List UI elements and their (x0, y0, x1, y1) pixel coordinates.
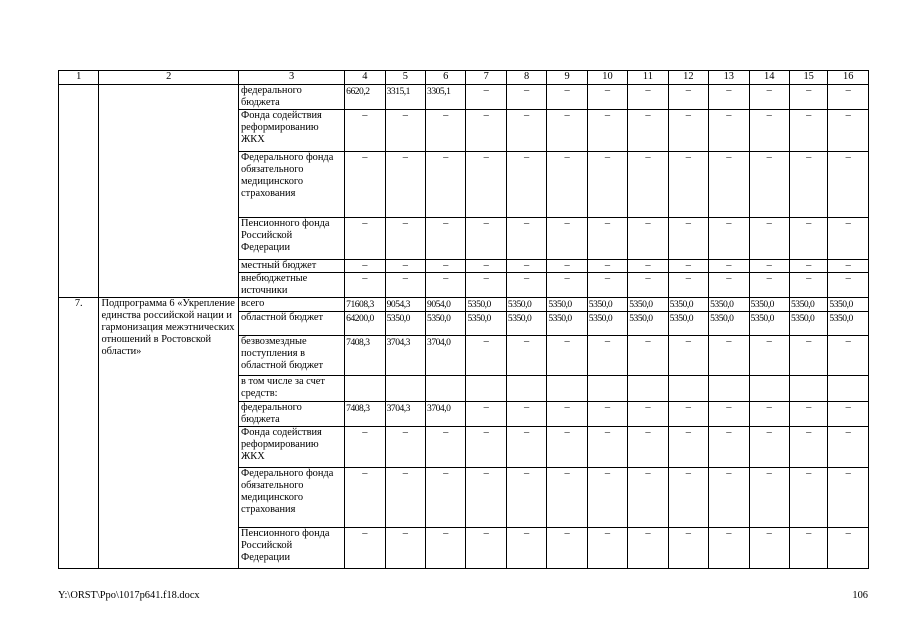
value-cell: 5350,0 (547, 298, 587, 312)
value-cell: – (547, 218, 587, 260)
funding-source-cell: в том числе за счет средств: (238, 376, 344, 402)
value-cell: – (587, 273, 627, 298)
value-cell: – (828, 528, 869, 569)
value-cell: – (709, 85, 749, 110)
table-row (59, 85, 869, 110)
value-cell: – (506, 85, 546, 110)
value-cell: – (345, 528, 385, 569)
value-cell: – (709, 402, 749, 427)
table-row (59, 298, 869, 312)
value-cell: – (547, 152, 587, 218)
funding-source-cell: федерального бюджета (238, 85, 344, 110)
value-cell: 5350,0 (385, 312, 425, 336)
value-cell: – (789, 402, 827, 427)
column-header: 14 (749, 71, 789, 85)
funding-source-cell: всего (238, 298, 344, 312)
value-cell: – (628, 218, 668, 260)
column-header: 6 (426, 71, 466, 85)
value-cell: – (385, 218, 425, 260)
value-cell: 3704,3 (385, 336, 425, 376)
value-cell: – (828, 273, 869, 298)
value-cell: – (466, 218, 506, 260)
value-cell: 5350,0 (828, 298, 869, 312)
value-cell: – (587, 402, 627, 427)
value-cell: – (506, 273, 546, 298)
value-cell: – (668, 260, 708, 273)
value-cell: – (828, 110, 869, 152)
funding-source-cell: областной бюджет (238, 312, 344, 336)
value-cell: – (789, 218, 827, 260)
value-cell: 71608,3 (345, 298, 385, 312)
funding-source-cell: Фонда содействия реформированию ЖКХ (238, 110, 344, 152)
value-cell (628, 376, 668, 402)
funding-source-cell: внебюджетные источники (238, 273, 344, 298)
value-cell: – (345, 152, 385, 218)
value-cell: – (668, 427, 708, 468)
value-cell: 5350,0 (828, 312, 869, 336)
value-cell: – (466, 336, 506, 376)
value-cell: – (628, 427, 668, 468)
column-header: 12 (668, 71, 708, 85)
value-cell (709, 376, 749, 402)
page-number: 106 (852, 590, 868, 601)
value-cell: 9054,0 (426, 298, 466, 312)
column-header: 3 (238, 71, 344, 85)
value-cell: 5350,0 (506, 312, 546, 336)
value-cell: – (749, 152, 789, 218)
value-cell: – (828, 260, 869, 273)
value-cell (828, 376, 869, 402)
value-cell: – (426, 427, 466, 468)
value-cell: – (749, 260, 789, 273)
value-cell: – (385, 273, 425, 298)
value-cell: – (749, 468, 789, 528)
value-cell: – (789, 273, 827, 298)
value-cell: – (506, 402, 546, 427)
value-cell (506, 376, 546, 402)
value-cell: 3704,3 (385, 402, 425, 427)
value-cell: – (828, 336, 869, 376)
value-cell: – (668, 218, 708, 260)
value-cell: 5350,0 (587, 298, 627, 312)
value-cell: – (749, 336, 789, 376)
value-cell: – (506, 336, 546, 376)
value-cell: – (749, 85, 789, 110)
value-cell: – (345, 273, 385, 298)
value-cell: – (668, 273, 708, 298)
program-name-cell (99, 85, 239, 298)
value-cell: – (345, 427, 385, 468)
value-cell: – (749, 218, 789, 260)
value-cell: – (426, 260, 466, 273)
column-number-header (59, 71, 869, 85)
value-cell: – (385, 110, 425, 152)
value-cell: – (587, 336, 627, 376)
column-header: 7 (466, 71, 506, 85)
value-cell: – (668, 402, 708, 427)
value-cell: – (466, 110, 506, 152)
value-cell: 5350,0 (628, 298, 668, 312)
value-cell (587, 376, 627, 402)
value-cell: 5350,0 (466, 312, 506, 336)
value-cell: – (506, 468, 546, 528)
value-cell: – (789, 528, 827, 569)
value-cell: – (628, 402, 668, 427)
funding-source-cell: Пенсионного фонда Российской Федерации (238, 528, 344, 569)
value-cell: 5350,0 (628, 312, 668, 336)
value-cell: – (587, 218, 627, 260)
value-cell: – (828, 85, 869, 110)
value-cell: – (385, 260, 425, 273)
funding-source-cell: Федерального фонда обязательного медицинского страхования (238, 152, 344, 218)
value-cell: 5350,0 (709, 298, 749, 312)
value-cell: – (628, 110, 668, 152)
value-cell: 5350,0 (709, 312, 749, 336)
value-cell: – (466, 528, 506, 569)
value-cell: – (385, 528, 425, 569)
value-cell: – (506, 528, 546, 569)
table-body (59, 85, 869, 569)
value-cell: – (547, 528, 587, 569)
value-cell: – (628, 468, 668, 528)
value-cell: – (749, 528, 789, 569)
value-cell: – (587, 468, 627, 528)
funding-source-cell: местный бюджет (238, 260, 344, 273)
value-cell: – (628, 528, 668, 569)
value-cell: – (587, 427, 627, 468)
value-cell: – (668, 110, 708, 152)
funding-source-cell: Пенсионного фонда Российской Федерации (238, 218, 344, 260)
value-cell: – (466, 152, 506, 218)
value-cell: – (749, 273, 789, 298)
value-cell: 3305,1 (426, 85, 466, 110)
value-cell: 6620,2 (345, 85, 385, 110)
value-cell: 5350,0 (668, 298, 708, 312)
value-cell: 5350,0 (789, 312, 827, 336)
value-cell: – (466, 427, 506, 468)
value-cell: – (345, 218, 385, 260)
value-cell: 64200,0 (345, 312, 385, 336)
value-cell: – (547, 260, 587, 273)
column-header: 5 (385, 71, 425, 85)
value-cell: 5350,0 (789, 298, 827, 312)
value-cell: – (385, 468, 425, 528)
funding-source-cell: федерального бюджета (238, 402, 344, 427)
value-cell: – (426, 468, 466, 528)
value-cell: – (828, 218, 869, 260)
value-cell (668, 376, 708, 402)
value-cell: – (426, 218, 466, 260)
value-cell: – (547, 468, 587, 528)
value-cell: – (628, 260, 668, 273)
value-cell: 5350,0 (749, 312, 789, 336)
value-cell: – (789, 336, 827, 376)
value-cell: 3704,0 (426, 402, 466, 427)
value-cell: 5350,0 (506, 298, 546, 312)
value-cell: 7408,3 (345, 402, 385, 427)
value-cell: 5350,0 (466, 298, 506, 312)
value-cell: 3704,0 (426, 336, 466, 376)
value-cell (345, 376, 385, 402)
column-header: 16 (828, 71, 869, 85)
value-cell (426, 376, 466, 402)
value-cell (789, 376, 827, 402)
value-cell: – (789, 260, 827, 273)
value-cell: – (668, 336, 708, 376)
column-header: 8 (506, 71, 546, 85)
value-cell: – (466, 273, 506, 298)
column-header: 2 (99, 71, 239, 85)
value-cell: 9054,3 (385, 298, 425, 312)
value-cell: – (828, 468, 869, 528)
value-cell: – (547, 273, 587, 298)
value-cell: – (587, 152, 627, 218)
value-cell: – (709, 273, 749, 298)
value-cell: – (426, 110, 466, 152)
file-path-footer: Y:\ORST\Ppo\1017p641.f18.docx (58, 590, 200, 601)
value-cell: – (547, 110, 587, 152)
value-cell: – (789, 152, 827, 218)
value-cell: – (587, 528, 627, 569)
value-cell: – (668, 468, 708, 528)
value-cell (466, 376, 506, 402)
value-cell: – (668, 528, 708, 569)
value-cell (385, 376, 425, 402)
value-cell: – (709, 468, 749, 528)
value-cell: – (547, 85, 587, 110)
value-cell: – (789, 85, 827, 110)
value-cell: – (668, 85, 708, 110)
value-cell: – (789, 110, 827, 152)
value-cell: – (345, 110, 385, 152)
value-cell: – (749, 402, 789, 427)
value-cell (547, 376, 587, 402)
value-cell: – (426, 152, 466, 218)
value-cell: – (466, 402, 506, 427)
value-cell: 7408,3 (345, 336, 385, 376)
funding-source-cell: Федерального фонда обязательного медицинского страхования (238, 468, 344, 528)
value-cell: – (828, 152, 869, 218)
value-cell: – (587, 85, 627, 110)
value-cell: – (466, 85, 506, 110)
value-cell: – (506, 110, 546, 152)
value-cell: – (709, 218, 749, 260)
value-cell: – (709, 336, 749, 376)
value-cell: – (506, 260, 546, 273)
value-cell: – (749, 110, 789, 152)
column-header: 10 (587, 71, 627, 85)
column-header: 13 (709, 71, 749, 85)
value-cell: – (426, 528, 466, 569)
funding-source-cell: безвозмездные поступления в областной бюджет (238, 336, 344, 376)
value-cell (749, 376, 789, 402)
value-cell: – (628, 273, 668, 298)
value-cell: – (709, 110, 749, 152)
value-cell: 5350,0 (426, 312, 466, 336)
budget-table (58, 70, 869, 569)
value-cell: 5350,0 (668, 312, 708, 336)
value-cell: 5350,0 (587, 312, 627, 336)
funding-source-cell: Фонда содействия реформированию ЖКХ (238, 427, 344, 468)
value-cell: – (506, 152, 546, 218)
value-cell: – (426, 273, 466, 298)
value-cell: – (628, 152, 668, 218)
value-cell: – (385, 152, 425, 218)
row-number-cell: 7. (59, 298, 99, 569)
row-number-cell (59, 85, 99, 298)
value-cell: – (709, 260, 749, 273)
value-cell: – (828, 427, 869, 468)
program-name-cell: Подпрограмма 6 «Укрепление единства российской нации и гармонизация межэтнических отношений в Ростовской области» (99, 298, 239, 569)
value-cell: – (789, 427, 827, 468)
column-header: 1 (59, 71, 99, 85)
value-cell: – (749, 427, 789, 468)
column-header: 4 (345, 71, 385, 85)
value-cell: – (668, 152, 708, 218)
value-cell: 5350,0 (547, 312, 587, 336)
value-cell: – (385, 427, 425, 468)
value-cell: – (828, 402, 869, 427)
value-cell: – (466, 468, 506, 528)
value-cell: – (506, 427, 546, 468)
value-cell: – (628, 336, 668, 376)
value-cell: – (466, 260, 506, 273)
value-cell: – (587, 260, 627, 273)
column-header: 11 (628, 71, 668, 85)
column-header: 9 (547, 71, 587, 85)
value-cell: – (345, 260, 385, 273)
value-cell: 3315,1 (385, 85, 425, 110)
value-cell: 5350,0 (749, 298, 789, 312)
value-cell: – (547, 427, 587, 468)
value-cell: – (789, 468, 827, 528)
column-header: 15 (789, 71, 827, 85)
value-cell: – (709, 152, 749, 218)
value-cell: – (587, 110, 627, 152)
value-cell: – (547, 402, 587, 427)
value-cell: – (506, 218, 546, 260)
value-cell: – (709, 528, 749, 569)
value-cell: – (547, 336, 587, 376)
value-cell: – (709, 427, 749, 468)
value-cell: – (628, 85, 668, 110)
value-cell: – (345, 468, 385, 528)
